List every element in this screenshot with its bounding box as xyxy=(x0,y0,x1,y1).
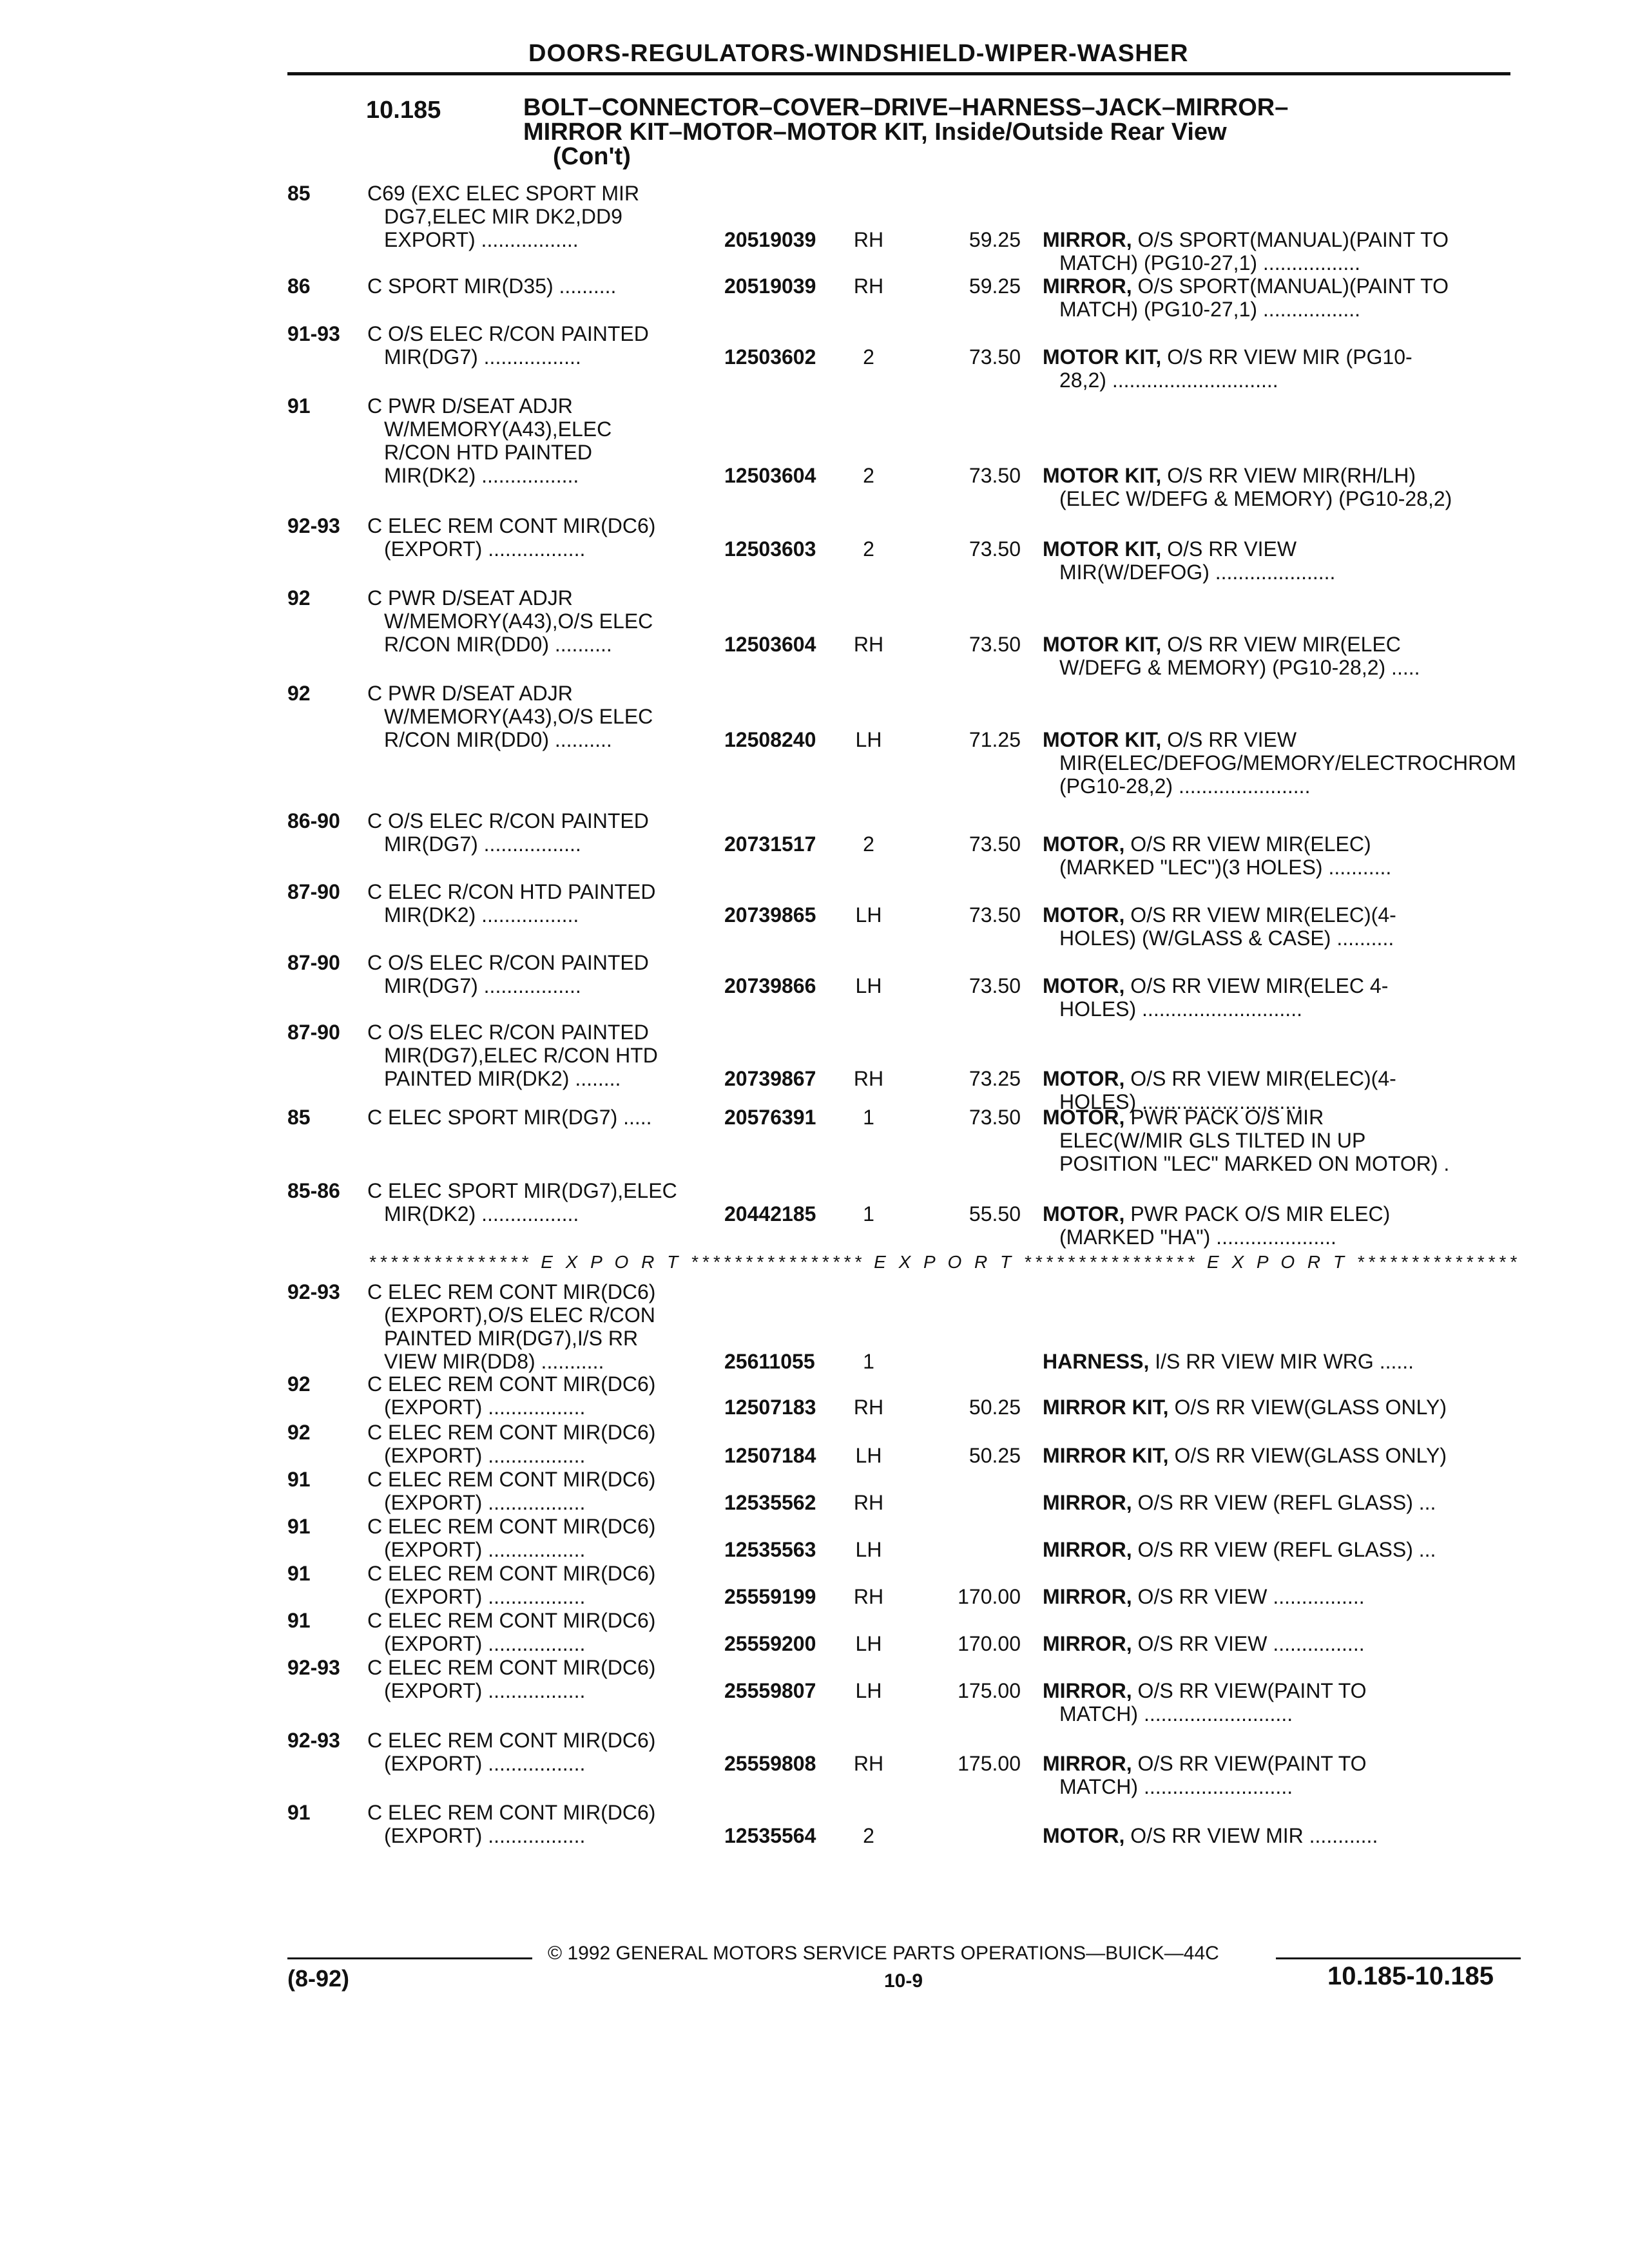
part-name-line xyxy=(1043,1679,1571,1702)
fig-number: 86-90 xyxy=(287,809,340,832)
part-number: 25611055 xyxy=(724,1350,815,1373)
usage-line: EXPORT) ................. xyxy=(384,228,579,251)
price: 175.00 xyxy=(958,1752,1021,1775)
part-name xyxy=(1043,1444,1571,1467)
quantity: RH xyxy=(853,1067,884,1090)
usage-line: MIR(DG7) ................. xyxy=(384,974,581,997)
part-name-text: O/S RR VIEW (REFL GLASS) ... xyxy=(1137,1491,1436,1514)
fig-number: 92 xyxy=(287,1421,311,1444)
part-name xyxy=(1043,1632,1571,1655)
part-number: 12535564 xyxy=(724,1824,816,1847)
fig-number: 92 xyxy=(287,1372,311,1396)
usage-description xyxy=(367,1562,715,1608)
part-name-line xyxy=(1043,903,1571,927)
footer-page-number: 10-9 xyxy=(884,1970,923,1992)
quantity: LH xyxy=(855,1679,882,1702)
part-name xyxy=(1043,1824,1571,1847)
usage-description xyxy=(367,1515,715,1561)
part-name-keyword: MIRROR, xyxy=(1043,1491,1132,1514)
usage-description xyxy=(367,1421,715,1467)
part-name-keyword: MOTOR, xyxy=(1043,832,1125,856)
part-name-line xyxy=(1043,1752,1571,1775)
usage-line: MIR(DG7) ................. xyxy=(384,345,581,369)
usage-line: MIR(DK2) ................. xyxy=(384,464,579,487)
section-title-line-1: BOLT–CONNECTOR–COVER–DRIVE–HARNESS–JACK–MIRROR– xyxy=(523,94,1289,121)
usage-description xyxy=(367,1179,715,1225)
usage-line: MIR(DG7) ................. xyxy=(384,832,581,856)
usage-line: (EXPORT) ................. xyxy=(384,537,586,561)
quantity: 1 xyxy=(863,1106,874,1129)
fig-number: 91 xyxy=(287,1801,311,1824)
part-name-keyword: MIRROR, xyxy=(1043,274,1132,298)
part-name-line xyxy=(1043,832,1571,856)
price: 73.50 xyxy=(969,464,1021,487)
quantity: LH xyxy=(855,903,882,927)
part-name-line xyxy=(1043,974,1571,997)
part-name-line: MATCH) .......................... xyxy=(1059,1702,1293,1725)
usage-description xyxy=(367,274,715,298)
usage-line: C O/S ELEC R/CON PAINTED xyxy=(367,322,649,345)
price: 73.50 xyxy=(969,974,1021,997)
part-number: 12503604 xyxy=(724,633,816,656)
part-name xyxy=(1043,974,1571,1021)
quantity: RH xyxy=(853,1752,884,1775)
price: 50.25 xyxy=(969,1396,1021,1419)
usage-description xyxy=(367,880,715,927)
part-name xyxy=(1043,274,1571,321)
usage-line: MIR(DK2) ................. xyxy=(384,903,579,927)
part-name-text: O/S RR VIEW MIR(ELEC) xyxy=(1130,832,1371,856)
part-name-line xyxy=(1043,1491,1571,1514)
part-name-line xyxy=(1043,345,1571,369)
usage-line: (EXPORT) ................. xyxy=(384,1679,586,1702)
part-name-line: 28,2) ............................. xyxy=(1059,369,1278,392)
part-name-keyword: MOTOR, xyxy=(1043,1067,1125,1090)
part-name xyxy=(1043,464,1571,510)
fig-number: 91 xyxy=(287,1515,311,1538)
part-name-text: PWR PACK O/S MIR xyxy=(1130,1106,1324,1129)
part-name-line: MATCH) (PG10-27,1) ................. xyxy=(1059,251,1361,274)
part-name-keyword: MIRROR KIT, xyxy=(1043,1444,1169,1467)
usage-line: (EXPORT) ................. xyxy=(384,1396,586,1419)
usage-line: (EXPORT) ................. xyxy=(384,1585,586,1608)
part-name-keyword: MOTOR, xyxy=(1043,903,1125,927)
part-name-text: O/S RR VIEW MIR(ELEC)(4- xyxy=(1130,903,1396,927)
part-name-text: O/S RR VIEW MIR(ELEC 4- xyxy=(1130,974,1389,997)
fig-number: 92-93 xyxy=(287,514,340,537)
usage-line: R/CON MIR(DD0) .......... xyxy=(384,728,612,751)
usage-line: VIEW MIR(DD8) ........... xyxy=(384,1350,604,1373)
footer-rule-right xyxy=(1276,1957,1521,1959)
usage-line: (EXPORT),O/S ELEC R/CON xyxy=(384,1303,655,1327)
part-name-line: W/DEFG & MEMORY) (PG10-28,2) ..... xyxy=(1059,656,1420,679)
part-name-text: O/S RR VIEW(GLASS ONLY) xyxy=(1174,1444,1447,1467)
part-name xyxy=(1043,228,1571,274)
price: 73.50 xyxy=(969,537,1021,561)
quantity: RH xyxy=(853,1396,884,1419)
usage-line: C PWR D/SEAT ADJR xyxy=(367,586,573,610)
part-name-line xyxy=(1043,1067,1571,1090)
part-name-keyword: HARNESS, xyxy=(1043,1350,1150,1373)
part-name-text: O/S RR VIEW(GLASS ONLY) xyxy=(1174,1396,1447,1419)
usage-description xyxy=(367,182,715,251)
usage-description xyxy=(367,682,715,751)
part-name-line: MIR(W/DEFOG) ..................... xyxy=(1059,561,1336,584)
fig-number: 92 xyxy=(287,682,311,705)
part-name-line xyxy=(1043,1444,1571,1467)
usage-line: W/MEMORY(A43),ELEC xyxy=(384,418,612,441)
usage-line: C ELEC REM CONT MIR(DC6) xyxy=(367,1729,656,1752)
part-name-line: (MARKED "LEC")(3 HOLES) ........... xyxy=(1059,856,1392,879)
part-name xyxy=(1043,832,1571,879)
quantity: RH xyxy=(853,1491,884,1514)
usage-line: MIR(DG7),ELEC R/CON HTD xyxy=(384,1044,658,1067)
usage-line: C ELEC R/CON HTD PAINTED xyxy=(367,880,656,903)
section-title-line-2: MIRROR KIT–MOTOR–MOTOR KIT, Inside/Outside Rear View xyxy=(523,119,1227,146)
part-name-line xyxy=(1043,274,1571,298)
part-number: 12507183 xyxy=(724,1396,816,1419)
part-name-text: O/S RR VIEW MIR (PG10- xyxy=(1167,345,1412,369)
fig-number: 87-90 xyxy=(287,1021,340,1044)
section-title-line-3: (Con't) xyxy=(553,143,631,170)
fig-number: 92-93 xyxy=(287,1280,340,1303)
part-name-keyword: MOTOR, xyxy=(1043,1202,1125,1225)
part-name-keyword: MOTOR KIT, xyxy=(1043,633,1162,656)
part-name xyxy=(1043,1350,1571,1373)
quantity: 2 xyxy=(863,345,874,369)
part-name-keyword: MOTOR, xyxy=(1043,1106,1125,1129)
usage-line: (EXPORT) ................. xyxy=(384,1538,586,1561)
usage-line: C ELEC REM CONT MIR(DC6) xyxy=(367,1468,656,1491)
fig-number: 92 xyxy=(287,586,311,610)
part-name-line: MIR(ELEC/DEFOG/MEMORY/ELECTROCHROM xyxy=(1059,751,1516,774)
part-name-keyword: MIRROR, xyxy=(1043,228,1132,251)
part-name-line xyxy=(1043,1824,1571,1847)
part-name-line xyxy=(1043,1396,1571,1419)
part-name-line: HOLES) (W/GLASS & CASE) .......... xyxy=(1059,927,1394,950)
part-number: 20739866 xyxy=(724,974,816,997)
part-name-line xyxy=(1043,1106,1571,1129)
usage-line: C SPORT MIR(D35) .......... xyxy=(367,274,617,298)
part-name xyxy=(1043,345,1571,392)
part-number: 12535563 xyxy=(724,1538,816,1561)
footer-copyright: © 1992 GENERAL MOTORS SERVICE PARTS OPERATIONS—BUICK—44C xyxy=(548,1943,1219,1964)
usage-line: C ELEC SPORT MIR(DG7),ELEC xyxy=(367,1179,677,1202)
part-name-text: O/S RR VIEW MIR(ELEC)(4- xyxy=(1130,1067,1396,1090)
part-name-text: O/S SPORT(MANUAL)(PAINT TO xyxy=(1137,274,1449,298)
part-name-keyword: MIRROR, xyxy=(1043,1632,1132,1655)
part-name-line xyxy=(1043,1202,1571,1225)
usage-line: C O/S ELEC R/CON PAINTED xyxy=(367,951,649,974)
part-number: 20576391 xyxy=(724,1106,816,1129)
part-number: 25559807 xyxy=(724,1679,816,1702)
part-name-line xyxy=(1043,1350,1571,1373)
part-name-line xyxy=(1043,1538,1571,1561)
usage-line: PAINTED MIR(DK2) ........ xyxy=(384,1067,621,1090)
price: 170.00 xyxy=(958,1632,1021,1655)
usage-line: W/MEMORY(A43),O/S ELEC xyxy=(384,610,653,633)
price: 73.50 xyxy=(969,1106,1021,1129)
quantity: LH xyxy=(855,974,882,997)
part-name-line xyxy=(1043,537,1571,561)
price: 175.00 xyxy=(958,1679,1021,1702)
usage-description xyxy=(367,1106,715,1129)
usage-line: (EXPORT) ................. xyxy=(384,1824,586,1847)
part-name-text: O/S RR VIEW ................ xyxy=(1137,1632,1365,1655)
usage-description xyxy=(367,394,715,487)
usage-line: C ELEC REM CONT MIR(DC6) xyxy=(367,1421,656,1444)
part-name-text: I/S RR VIEW MIR WRG ...... xyxy=(1155,1350,1414,1373)
usage-line: R/CON MIR(DD0) .......... xyxy=(384,633,612,656)
part-name-line: MATCH) .......................... xyxy=(1059,1775,1293,1798)
usage-line: C ELEC REM CONT MIR(DC6) xyxy=(367,514,656,537)
part-name-line xyxy=(1043,728,1571,751)
part-number: 20731517 xyxy=(724,832,816,856)
quantity: 2 xyxy=(863,832,874,856)
part-number: 12503603 xyxy=(724,537,816,561)
part-name xyxy=(1043,537,1571,584)
fig-number: 87-90 xyxy=(287,951,340,974)
page-header-title: DOORS-REGULATORS-WINDSHIELD-WIPER-WASHER xyxy=(528,40,1189,67)
part-name-line: (ELEC W/DEFG & MEMORY) (PG10-28,2) xyxy=(1059,487,1452,510)
quantity: 2 xyxy=(863,464,874,487)
fig-number: 91 xyxy=(287,1562,311,1585)
fig-number: 87-90 xyxy=(287,880,340,903)
footer-date: (8-92) xyxy=(287,1965,350,1992)
part-name-keyword: MOTOR, xyxy=(1043,1824,1125,1847)
usage-line: C ELEC REM CONT MIR(DC6) xyxy=(367,1515,656,1538)
price: 73.25 xyxy=(969,1067,1021,1090)
usage-line: C O/S ELEC R/CON PAINTED xyxy=(367,1021,649,1044)
fig-number: 85-86 xyxy=(287,1179,340,1202)
usage-description xyxy=(367,514,715,561)
fig-number: 85 xyxy=(287,1106,311,1129)
part-name-text: O/S RR VIEW xyxy=(1167,537,1297,561)
part-name xyxy=(1043,633,1571,679)
footer-rule-left xyxy=(287,1957,532,1959)
part-name-keyword: MIRROR, xyxy=(1043,1585,1132,1608)
part-number: 20519039 xyxy=(724,228,816,251)
part-number: 12503602 xyxy=(724,345,816,369)
part-name-keyword: MIRROR, xyxy=(1043,1679,1132,1702)
part-number: 25559808 xyxy=(724,1752,816,1775)
usage-line: (EXPORT) ................. xyxy=(384,1752,586,1775)
part-name-text: PWR PACK O/S MIR ELEC) xyxy=(1130,1202,1391,1225)
part-name-line xyxy=(1043,1585,1571,1608)
part-name xyxy=(1043,728,1571,798)
usage-line: MIR(DK2) ................. xyxy=(384,1202,579,1225)
usage-line: C ELEC REM CONT MIR(DC6) xyxy=(367,1372,656,1396)
part-name-line: MATCH) (PG10-27,1) ................. xyxy=(1059,298,1361,321)
usage-line: C ELEC SPORT MIR(DG7) ..... xyxy=(367,1106,652,1129)
part-name xyxy=(1043,1752,1571,1798)
part-name xyxy=(1043,1202,1571,1249)
part-name-text: O/S RR VIEW(PAINT TO xyxy=(1137,1752,1367,1775)
fig-number: 91 xyxy=(287,1609,311,1632)
price: 59.25 xyxy=(969,274,1021,298)
fig-number: 91 xyxy=(287,1468,311,1491)
part-name-line: (PG10-28,2) ....................... xyxy=(1059,774,1311,798)
part-name-text: O/S RR VIEW MIR ............ xyxy=(1130,1824,1378,1847)
part-name xyxy=(1043,1538,1571,1561)
usage-line: (EXPORT) ................. xyxy=(384,1444,586,1467)
quantity: 2 xyxy=(863,1824,874,1847)
usage-description xyxy=(367,1801,715,1847)
quantity: RH xyxy=(853,633,884,656)
usage-description xyxy=(367,586,715,656)
usage-description xyxy=(367,1609,715,1655)
usage-line: R/CON HTD PAINTED xyxy=(384,441,592,464)
quantity: 1 xyxy=(863,1350,874,1373)
usage-description xyxy=(367,951,715,997)
part-name-line: HOLES) ............................ xyxy=(1059,997,1302,1021)
part-number: 20519039 xyxy=(724,274,816,298)
quantity: LH xyxy=(855,728,882,751)
part-name-line: ELEC(W/MIR GLS TILTED IN UP xyxy=(1059,1129,1366,1152)
part-name-text: O/S SPORT(MANUAL)(PAINT TO xyxy=(1137,228,1449,251)
part-number: 20739867 xyxy=(724,1067,816,1090)
usage-line: PAINTED MIR(DG7),I/S RR xyxy=(384,1327,639,1350)
part-name-line xyxy=(1043,633,1571,656)
usage-line: DG7,ELEC MIR DK2,DD9 xyxy=(384,205,622,228)
export-divider: *************** E X P O R T **************** E X P O R T **************** E X P O R T *************** xyxy=(369,1252,1521,1272)
part-name-keyword: MIRROR, xyxy=(1043,1538,1132,1561)
price: 73.50 xyxy=(969,832,1021,856)
part-number: 25559200 xyxy=(724,1632,816,1655)
part-name xyxy=(1043,1491,1571,1514)
section-number: 10.185 xyxy=(366,97,441,124)
usage-description xyxy=(367,809,715,856)
price: 59.25 xyxy=(969,228,1021,251)
usage-description xyxy=(367,1372,715,1419)
usage-line: C PWR D/SEAT ADJR xyxy=(367,394,573,418)
part-number: 20442185 xyxy=(724,1202,816,1225)
usage-description xyxy=(367,1280,715,1373)
part-name-text: O/S RR VIEW(PAINT TO xyxy=(1137,1679,1367,1702)
part-number: 12535562 xyxy=(724,1491,816,1514)
part-name-keyword: MOTOR KIT, xyxy=(1043,464,1162,487)
fig-number: 92-93 xyxy=(287,1729,340,1752)
part-name-keyword: MIRROR, xyxy=(1043,1752,1132,1775)
usage-description xyxy=(367,1729,715,1775)
fig-number: 92-93 xyxy=(287,1656,340,1679)
usage-description xyxy=(367,1021,715,1090)
price: 50.25 xyxy=(969,1444,1021,1467)
usage-line: C PWR D/SEAT ADJR xyxy=(367,682,573,705)
part-name-keyword: MOTOR KIT, xyxy=(1043,537,1162,561)
part-number: 12503604 xyxy=(724,464,816,487)
quantity: RH xyxy=(853,228,884,251)
usage-line: W/MEMORY(A43),O/S ELEC xyxy=(384,705,653,728)
usage-line: C ELEC REM CONT MIR(DC6) xyxy=(367,1609,656,1632)
quantity: RH xyxy=(853,1585,884,1608)
usage-line: C ELEC REM CONT MIR(DC6) xyxy=(367,1562,656,1585)
quantity: LH xyxy=(855,1538,882,1561)
part-name-text: O/S RR VIEW ................ xyxy=(1137,1585,1365,1608)
quantity: RH xyxy=(853,274,884,298)
part-number: 20739865 xyxy=(724,903,816,927)
quantity: 1 xyxy=(863,1202,874,1225)
fig-number: 86 xyxy=(287,274,311,298)
price: 73.50 xyxy=(969,633,1021,656)
quantity: LH xyxy=(855,1444,882,1467)
fig-number: 91-93 xyxy=(287,322,340,345)
part-name xyxy=(1043,1585,1571,1608)
part-number: 12507184 xyxy=(724,1444,816,1467)
usage-line: C ELEC REM CONT MIR(DC6) xyxy=(367,1801,656,1824)
price: 170.00 xyxy=(958,1585,1021,1608)
part-name-text: O/S RR VIEW MIR(RH/LH) xyxy=(1167,464,1416,487)
part-number: 12508240 xyxy=(724,728,816,751)
part-name-keyword: MOTOR, xyxy=(1043,974,1125,997)
fig-number: 91 xyxy=(287,394,311,418)
part-name-text: O/S RR VIEW xyxy=(1167,728,1297,751)
usage-line: C ELEC REM CONT MIR(DC6) xyxy=(367,1656,656,1679)
part-name-text: O/S RR VIEW (REFL GLASS) ... xyxy=(1137,1538,1436,1561)
price: 73.50 xyxy=(969,903,1021,927)
part-name-line xyxy=(1043,228,1571,251)
part-name-text: O/S RR VIEW MIR(ELEC xyxy=(1167,633,1401,656)
part-name-line: POSITION "LEC" MARKED ON MOTOR) . xyxy=(1059,1152,1450,1175)
fig-number: 85 xyxy=(287,182,311,205)
usage-line: (EXPORT) ................. xyxy=(384,1632,586,1655)
part-name-line xyxy=(1043,1632,1571,1655)
quantity: 2 xyxy=(863,537,874,561)
part-name-keyword: MIRROR KIT, xyxy=(1043,1396,1169,1419)
footer-section-range: 10.185-10.185 xyxy=(1327,1962,1494,1990)
part-name-line: (MARKED "HA") ..................... xyxy=(1059,1225,1336,1249)
price: 73.50 xyxy=(969,345,1021,369)
part-name-keyword: MOTOR KIT, xyxy=(1043,345,1162,369)
part-name xyxy=(1043,1106,1571,1175)
part-number: 25559199 xyxy=(724,1585,816,1608)
usage-description xyxy=(367,1468,715,1514)
part-name xyxy=(1043,1396,1571,1419)
usage-line: C O/S ELEC R/CON PAINTED xyxy=(367,809,649,832)
part-name-keyword: MOTOR KIT, xyxy=(1043,728,1162,751)
price: 71.25 xyxy=(969,728,1021,751)
usage-line: C69 (EXC ELEC SPORT MIR xyxy=(367,182,640,205)
part-name xyxy=(1043,1679,1571,1725)
usage-description xyxy=(367,322,715,369)
usage-line: C ELEC REM CONT MIR(DC6) xyxy=(367,1280,656,1303)
part-name-line xyxy=(1043,464,1571,487)
price: 55.50 xyxy=(969,1202,1021,1225)
usage-description xyxy=(367,1656,715,1702)
usage-line: (EXPORT) ................. xyxy=(384,1491,586,1514)
quantity: LH xyxy=(855,1632,882,1655)
part-name xyxy=(1043,903,1571,950)
part-name-line: HOLES) ............................ xyxy=(1059,1090,1302,1113)
